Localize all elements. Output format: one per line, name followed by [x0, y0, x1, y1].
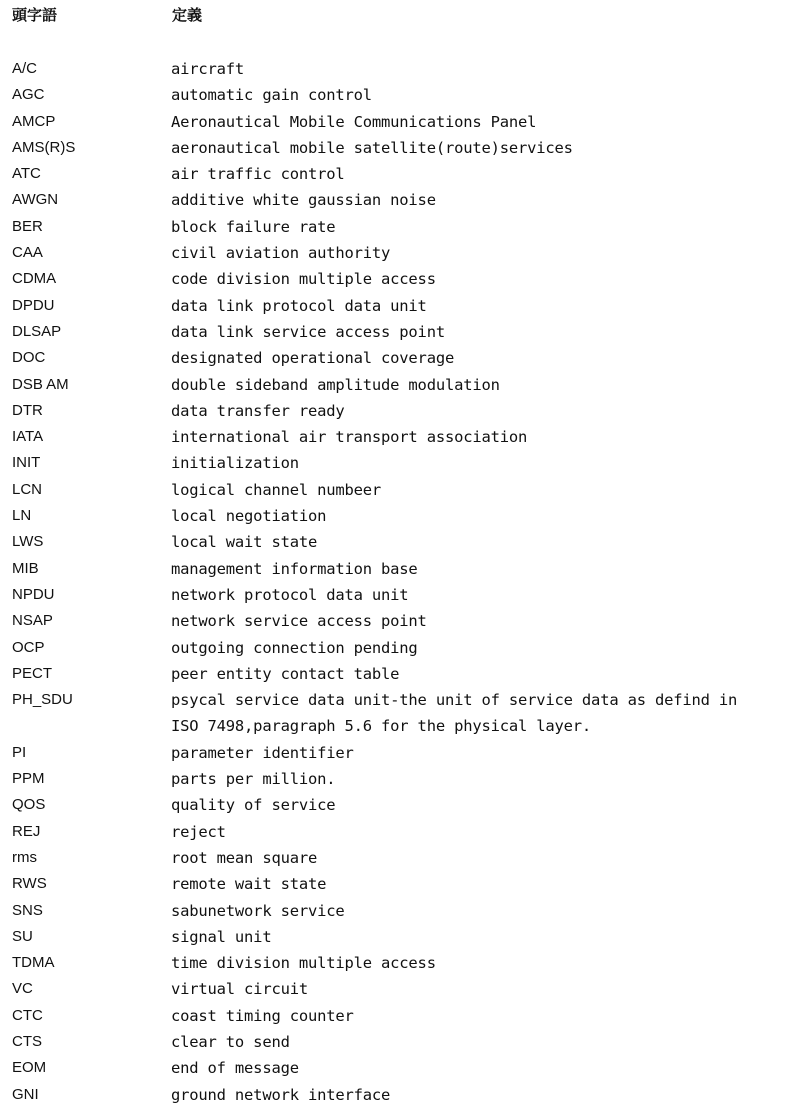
acronym-term: AGC [12, 86, 45, 104]
acronym-term: EOM [12, 1059, 47, 1077]
glossary-row [12, 398, 797, 424]
acronym-definition: ground network interface [171, 1085, 391, 1104]
acronym-term: PPM [12, 770, 45, 788]
acronym-term: PI [12, 743, 27, 761]
acronym-definition: data link service access point [171, 322, 445, 341]
acronym-definition: double sideband amplitude modulation [171, 375, 500, 394]
acronym-term: CAA [12, 244, 43, 262]
glossary-row [12, 56, 797, 82]
glossary-row [12, 556, 797, 582]
acronym-term: DPDU [12, 296, 55, 314]
acronym-definition: end of message [171, 1059, 299, 1078]
glossary-row [12, 214, 797, 240]
acronym-definition: Aeronautical Mobile Communications Panel [171, 112, 537, 131]
acronym-definition: management information base [171, 559, 418, 578]
glossary-row [12, 950, 797, 976]
acronym-term: PH_SDU [12, 691, 73, 709]
acronym-definition: signal unit [171, 927, 272, 946]
acronym-definition: aeronautical mobile satellite(route)services [171, 138, 573, 157]
acronym-definition: international air transport association [171, 428, 528, 447]
acronym-term: LWS [12, 533, 44, 551]
glossary-row [12, 345, 797, 371]
acronym-definition: aircraft [171, 60, 245, 78]
glossary-row [12, 792, 797, 818]
acronym-term: LN [12, 507, 32, 525]
acronym-definition: initialization [171, 454, 299, 473]
acronym-term: INIT [12, 454, 41, 472]
acronym-definition: quality of service [171, 796, 336, 815]
acronym-definition: local wait state [171, 533, 318, 552]
glossary-row [12, 319, 797, 345]
acronym-definition: air traffic control [171, 165, 345, 184]
glossary-row [12, 135, 797, 161]
acronym-definition: code division multiple access [171, 270, 436, 289]
glossary-row [12, 766, 797, 792]
glossary-row [12, 529, 797, 555]
acronym-definition: data link protocol data unit [171, 296, 427, 315]
acronym-term: LCN [12, 480, 43, 498]
acronym-term: CTS [12, 1032, 42, 1050]
acronym-term: CDMA [12, 270, 57, 288]
glossary-row [12, 424, 797, 450]
acronym-term: OCP [12, 638, 45, 656]
acronym-definition: parameter identifier [171, 743, 354, 762]
glossary-row [12, 1003, 797, 1029]
glossary-row [12, 845, 797, 871]
acronym-term: DLSAP [12, 322, 62, 340]
acronym-column-header: 頭字語 [12, 6, 58, 24]
glossary-row [12, 477, 797, 503]
acronym-definition: network protocol data unit [171, 585, 409, 604]
glossary-row [12, 819, 797, 845]
glossary-row [12, 503, 797, 529]
acronym-term: NPDU [12, 585, 55, 603]
glossary-row [12, 1082, 797, 1108]
glossary-row [12, 635, 797, 661]
acronym-definition: peer entity contact table [171, 664, 400, 683]
acronym-definition: psycal service data unit-the unit of service data as defind in ISO 7498,paragraph 5.6 for the physical layer. [171, 691, 738, 736]
acronym-term: AMCP [12, 112, 56, 130]
acronym-term: QOS [12, 796, 46, 814]
acronym-definition: coast timing counter [171, 1006, 354, 1025]
glossary-row [12, 687, 797, 740]
acronym-definition: local negotiation [171, 507, 327, 526]
glossary-row [12, 924, 797, 950]
glossary-row [12, 266, 797, 292]
acronym-term: AWGN [12, 191, 59, 209]
acronym-definition: outgoing connection pending [171, 638, 418, 657]
acronym-definition: data transfer ready [171, 401, 345, 420]
acronym-definition: block failure rate [171, 217, 336, 236]
acronym-term: TDMA [12, 954, 55, 972]
acronym-term: SNS [12, 901, 43, 919]
glossary-row [12, 450, 797, 476]
glossary-row [12, 161, 797, 187]
acronym-definition: clear to send [171, 1032, 290, 1051]
acronym-term: NSAP [12, 612, 53, 630]
acronym-definition: remote wait state [171, 875, 327, 894]
glossary-row [12, 898, 797, 924]
acronym-term: VC [12, 980, 33, 998]
acronym-term: A/C [12, 60, 38, 77]
glossary-row [12, 1029, 797, 1055]
glossary-row [12, 240, 797, 266]
glossary-row [12, 661, 797, 687]
acronym-term: BER [12, 217, 43, 235]
acronym-definition: automatic gain control [171, 86, 372, 105]
acronym-definition: virtual circuit [171, 980, 308, 999]
glossary-row [12, 608, 797, 634]
acronym-definition: sabunetwork service [171, 901, 345, 920]
definition-column-header: 定義 [172, 6, 203, 24]
glossary-row [12, 293, 797, 319]
acronym-term: MIB [12, 559, 39, 577]
glossary-row [12, 740, 797, 766]
acronym-term: SU [12, 927, 33, 945]
acronym-definition: parts per million. [171, 770, 336, 789]
glossary-list [12, 56, 797, 1108]
acronym-term: PECT [12, 664, 53, 682]
acronym-term: DOC [12, 349, 46, 367]
glossary-row [12, 82, 797, 108]
acronym-term: CTC [12, 1006, 43, 1024]
acronym-term: GNI [12, 1085, 39, 1103]
table-header [12, 4, 792, 28]
acronym-definition: network service access point [171, 612, 427, 631]
acronym-definition: civil aviation authority [171, 244, 391, 263]
acronym-term: IATA [12, 428, 44, 446]
glossary-row [12, 109, 797, 135]
glossary-row [12, 1055, 797, 1081]
glossary-row [12, 582, 797, 608]
acronym-definition: designated operational coverage [171, 349, 455, 368]
acronym-definition: time division multiple access [171, 954, 436, 973]
acronym-definition: additive white gaussian noise [171, 191, 436, 210]
acronym-term: rms [12, 848, 37, 866]
glossary-row [12, 187, 797, 213]
glossary-row [12, 976, 797, 1002]
acronym-term: ATC [12, 165, 41, 183]
glossary-row [12, 372, 797, 398]
acronym-term: AMS(R)S [12, 138, 76, 156]
acronym-definition: logical channel numbeer [171, 480, 382, 499]
acronym-definition: root mean square [171, 848, 318, 867]
acronym-term: RWS [12, 875, 47, 893]
acronym-term: DSB AM [12, 375, 69, 393]
glossary-row [12, 871, 797, 897]
acronym-definition: reject [171, 822, 226, 841]
acronym-term: REJ [12, 822, 41, 840]
acronym-term: DTR [12, 401, 43, 419]
